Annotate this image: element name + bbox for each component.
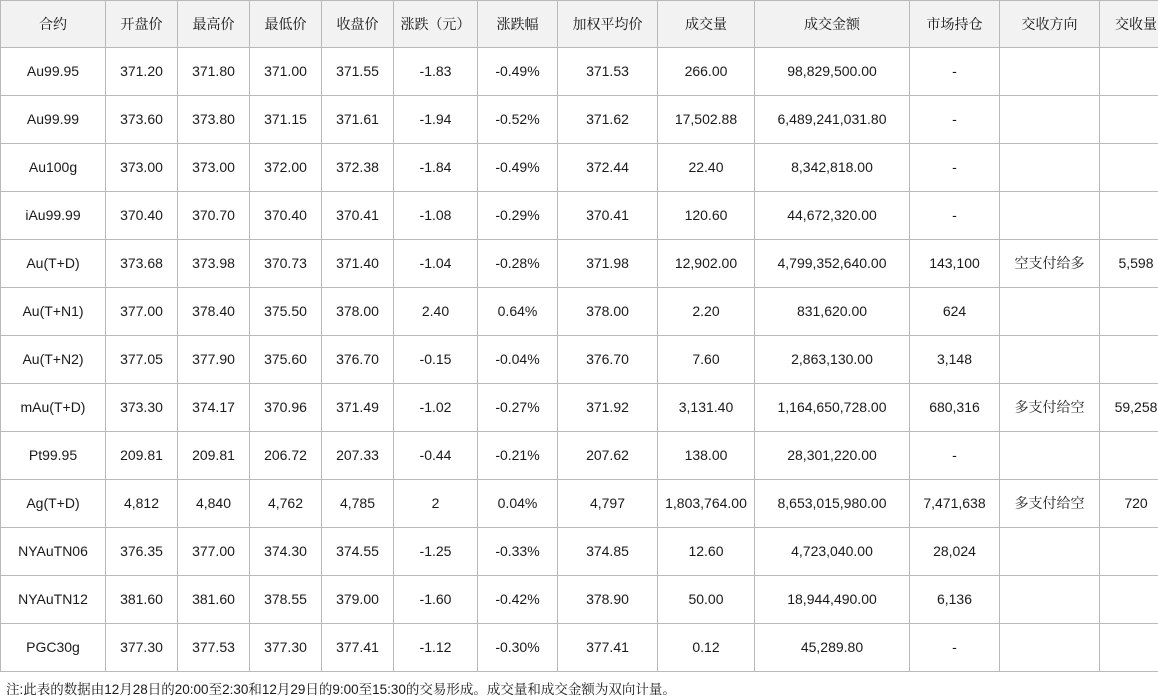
cell-low: 375.50 (250, 288, 322, 336)
cell-delivery-direction (1000, 288, 1100, 336)
cell-change-pct: -0.33% (478, 528, 558, 576)
cell-open: 209.81 (106, 432, 178, 480)
cell-contract: Au99.99 (1, 96, 106, 144)
cell-delivery-volume (1100, 192, 1158, 240)
cell-open-interest: 680,316 (910, 384, 1000, 432)
cell-open: 377.30 (106, 624, 178, 672)
column-header-high: 最高价 (178, 1, 250, 48)
column-header-close: 收盘价 (322, 1, 394, 48)
cell-open-interest: 624 (910, 288, 1000, 336)
cell-delivery-volume (1100, 288, 1158, 336)
cell-low: 206.72 (250, 432, 322, 480)
cell-weighted-avg: 372.44 (558, 144, 658, 192)
cell-high: 377.53 (178, 624, 250, 672)
column-header-delivery-direction: 交收方向 (1000, 1, 1100, 48)
cell-delivery-volume (1100, 528, 1158, 576)
cell-change: -1.84 (394, 144, 478, 192)
table-row (1, 192, 1158, 240)
cell-delivery-volume (1100, 432, 1158, 480)
cell-delivery-direction (1000, 624, 1100, 672)
cell-high: 378.40 (178, 288, 250, 336)
cell-low: 378.55 (250, 576, 322, 624)
cell-volume: 12,902.00 (658, 240, 755, 288)
cell-close: 377.41 (322, 624, 394, 672)
cell-high: 373.80 (178, 96, 250, 144)
cell-weighted-avg: 371.62 (558, 96, 658, 144)
cell-high: 209.81 (178, 432, 250, 480)
cell-open: 373.00 (106, 144, 178, 192)
cell-weighted-avg: 4,797 (558, 480, 658, 528)
cell-open-interest: 28,024 (910, 528, 1000, 576)
cell-volume: 7.60 (658, 336, 755, 384)
cell-amount: 6,489,241,031.80 (755, 96, 910, 144)
cell-low: 370.40 (250, 192, 322, 240)
column-header-weighted-avg: 加权平均价 (558, 1, 658, 48)
cell-open-interest: 3,148 (910, 336, 1000, 384)
cell-contract: iAu99.99 (1, 192, 106, 240)
cell-weighted-avg: 371.98 (558, 240, 658, 288)
cell-weighted-avg: 378.90 (558, 576, 658, 624)
cell-high: 377.00 (178, 528, 250, 576)
cell-weighted-avg: 371.53 (558, 48, 658, 96)
cell-contract: Ag(T+D) (1, 480, 106, 528)
column-header-amount: 成交金额 (755, 1, 910, 48)
cell-volume: 266.00 (658, 48, 755, 96)
cell-volume: 1,803,764.00 (658, 480, 755, 528)
cell-low: 375.60 (250, 336, 322, 384)
cell-change-pct: 0.64% (478, 288, 558, 336)
table-header-row (1, 1, 1158, 48)
cell-amount: 18,944,490.00 (755, 576, 910, 624)
cell-volume: 2.20 (658, 288, 755, 336)
cell-delivery-volume (1100, 48, 1158, 96)
cell-high: 373.98 (178, 240, 250, 288)
cell-change-pct: -0.27% (478, 384, 558, 432)
cell-volume: 22.40 (658, 144, 755, 192)
cell-contract: NYAuTN12 (1, 576, 106, 624)
table-row (1, 144, 1158, 192)
cell-contract: Au(T+N1) (1, 288, 106, 336)
cell-close: 378.00 (322, 288, 394, 336)
cell-weighted-avg: 374.85 (558, 528, 658, 576)
cell-high: 374.17 (178, 384, 250, 432)
cell-delivery-volume (1100, 144, 1158, 192)
column-header-low: 最低价 (250, 1, 322, 48)
cell-close: 207.33 (322, 432, 394, 480)
cell-delivery-direction (1000, 48, 1100, 96)
cell-low: 372.00 (250, 144, 322, 192)
cell-close: 4,785 (322, 480, 394, 528)
cell-contract: NYAuTN06 (1, 528, 106, 576)
cell-open-interest: - (910, 432, 1000, 480)
cell-volume: 50.00 (658, 576, 755, 624)
table-row (1, 48, 1158, 96)
cell-open: 377.00 (106, 288, 178, 336)
cell-change: -1.83 (394, 48, 478, 96)
cell-close: 371.61 (322, 96, 394, 144)
cell-delivery-direction (1000, 96, 1100, 144)
cell-close: 371.49 (322, 384, 394, 432)
cell-change-pct: -0.29% (478, 192, 558, 240)
cell-amount: 45,289.80 (755, 624, 910, 672)
cell-low: 374.30 (250, 528, 322, 576)
cell-change: -1.25 (394, 528, 478, 576)
cell-low: 4,762 (250, 480, 322, 528)
cell-weighted-avg: 378.00 (558, 288, 658, 336)
cell-delivery-volume (1100, 96, 1158, 144)
cell-open: 373.30 (106, 384, 178, 432)
cell-change: -1.60 (394, 576, 478, 624)
cell-delivery-direction (1000, 336, 1100, 384)
table-header (1, 1, 1158, 48)
cell-low: 371.00 (250, 48, 322, 96)
cell-open: 371.20 (106, 48, 178, 96)
cell-contract: Au100g (1, 144, 106, 192)
column-header-volume: 成交量 (658, 1, 755, 48)
cell-change-pct: -0.21% (478, 432, 558, 480)
column-header-delivery-volume: 交收量 (1100, 1, 1158, 48)
cell-contract: Au(T+N2) (1, 336, 106, 384)
cell-open-interest: 6,136 (910, 576, 1000, 624)
cell-open: 373.60 (106, 96, 178, 144)
cell-volume: 120.60 (658, 192, 755, 240)
cell-amount: 831,620.00 (755, 288, 910, 336)
cell-volume: 138.00 (658, 432, 755, 480)
cell-close: 374.55 (322, 528, 394, 576)
cell-open: 377.05 (106, 336, 178, 384)
cell-change: 2 (394, 480, 478, 528)
cell-close: 376.70 (322, 336, 394, 384)
column-header-open: 开盘价 (106, 1, 178, 48)
cell-volume: 17,502.88 (658, 96, 755, 144)
cell-open-interest: - (910, 48, 1000, 96)
cell-delivery-direction (1000, 192, 1100, 240)
cell-weighted-avg: 370.41 (558, 192, 658, 240)
cell-high: 371.80 (178, 48, 250, 96)
cell-open-interest: - (910, 192, 1000, 240)
cell-delivery-volume (1100, 336, 1158, 384)
cell-open-interest: - (910, 624, 1000, 672)
table-row (1, 288, 1158, 336)
cell-change: -1.12 (394, 624, 478, 672)
cell-open-interest: - (910, 96, 1000, 144)
cell-contract: Pt99.95 (1, 432, 106, 480)
cell-weighted-avg: 371.92 (558, 384, 658, 432)
cell-amount: 44,672,320.00 (755, 192, 910, 240)
table-footnote: 注:此表的数据由12月28日的20:00至2:30和12月29日的9:00至15:30的交易形成。成交量和成交金额为双向计量。 (0, 672, 1158, 700)
cell-high: 4,840 (178, 480, 250, 528)
cell-weighted-avg: 377.41 (558, 624, 658, 672)
table-row (1, 384, 1158, 432)
cell-open: 376.35 (106, 528, 178, 576)
cell-delivery-volume: 5,598 (1100, 240, 1158, 288)
cell-amount: 8,653,015,980.00 (755, 480, 910, 528)
cell-amount: 8,342,818.00 (755, 144, 910, 192)
cell-change-pct: 0.04% (478, 480, 558, 528)
cell-change-pct: -0.52% (478, 96, 558, 144)
cell-high: 370.70 (178, 192, 250, 240)
table-row (1, 96, 1158, 144)
table-row (1, 528, 1158, 576)
cell-change-pct: -0.49% (478, 144, 558, 192)
cell-amount: 28,301,220.00 (755, 432, 910, 480)
cell-contract: PGC30g (1, 624, 106, 672)
cell-delivery-direction (1000, 576, 1100, 624)
cell-delivery-direction (1000, 144, 1100, 192)
cell-change-pct: -0.42% (478, 576, 558, 624)
cell-close: 372.38 (322, 144, 394, 192)
cell-open: 381.60 (106, 576, 178, 624)
table-row (1, 576, 1158, 624)
cell-change: -1.04 (394, 240, 478, 288)
cell-amount: 4,799,352,640.00 (755, 240, 910, 288)
column-header-open-interest: 市场持仓 (910, 1, 1000, 48)
cell-volume: 12.60 (658, 528, 755, 576)
column-header-contract: 合约 (1, 1, 106, 48)
cell-high: 381.60 (178, 576, 250, 624)
cell-open: 370.40 (106, 192, 178, 240)
cell-contract: mAu(T+D) (1, 384, 106, 432)
cell-change-pct: -0.28% (478, 240, 558, 288)
cell-change: -1.08 (394, 192, 478, 240)
cell-change: -1.94 (394, 96, 478, 144)
cell-change-pct: -0.04% (478, 336, 558, 384)
column-header-change-pct: 涨跌幅 (478, 1, 558, 48)
cell-low: 377.30 (250, 624, 322, 672)
cell-open-interest: - (910, 144, 1000, 192)
cell-high: 373.00 (178, 144, 250, 192)
cell-low: 371.15 (250, 96, 322, 144)
cell-delivery-direction: 多支付给空 (1000, 384, 1100, 432)
table-row (1, 480, 1158, 528)
cell-close: 371.55 (322, 48, 394, 96)
cell-change: -0.44 (394, 432, 478, 480)
cell-amount: 2,863,130.00 (755, 336, 910, 384)
cell-delivery-volume (1100, 624, 1158, 672)
cell-amount: 98,829,500.00 (755, 48, 910, 96)
cell-close: 379.00 (322, 576, 394, 624)
cell-delivery-direction: 空支付给多 (1000, 240, 1100, 288)
cell-delivery-volume: 59,258 (1100, 384, 1158, 432)
table-row (1, 240, 1158, 288)
cell-delivery-volume: 720 (1100, 480, 1158, 528)
table-row (1, 624, 1158, 672)
cell-low: 370.96 (250, 384, 322, 432)
cell-change-pct: -0.30% (478, 624, 558, 672)
cell-low: 370.73 (250, 240, 322, 288)
cell-high: 377.90 (178, 336, 250, 384)
table-row (1, 432, 1158, 480)
cell-amount: 4,723,040.00 (755, 528, 910, 576)
cell-volume: 0.12 (658, 624, 755, 672)
cell-open-interest: 143,100 (910, 240, 1000, 288)
cell-volume: 3,131.40 (658, 384, 755, 432)
column-header-change: 涨跌（元） (394, 1, 478, 48)
table-body (1, 48, 1158, 672)
cell-change: -1.02 (394, 384, 478, 432)
cell-delivery-direction (1000, 432, 1100, 480)
cell-open-interest: 7,471,638 (910, 480, 1000, 528)
cell-delivery-direction (1000, 528, 1100, 576)
cell-weighted-avg: 207.62 (558, 432, 658, 480)
table-row (1, 336, 1158, 384)
cell-open: 4,812 (106, 480, 178, 528)
cell-amount: 1,164,650,728.00 (755, 384, 910, 432)
cell-change: 2.40 (394, 288, 478, 336)
cell-change-pct: -0.49% (478, 48, 558, 96)
cell-open: 373.68 (106, 240, 178, 288)
cell-delivery-direction: 多支付给空 (1000, 480, 1100, 528)
cell-close: 371.40 (322, 240, 394, 288)
cell-weighted-avg: 376.70 (558, 336, 658, 384)
cell-contract: Au(T+D) (1, 240, 106, 288)
cell-delivery-volume (1100, 576, 1158, 624)
cell-close: 370.41 (322, 192, 394, 240)
cell-contract: Au99.95 (1, 48, 106, 96)
cell-change: -0.15 (394, 336, 478, 384)
